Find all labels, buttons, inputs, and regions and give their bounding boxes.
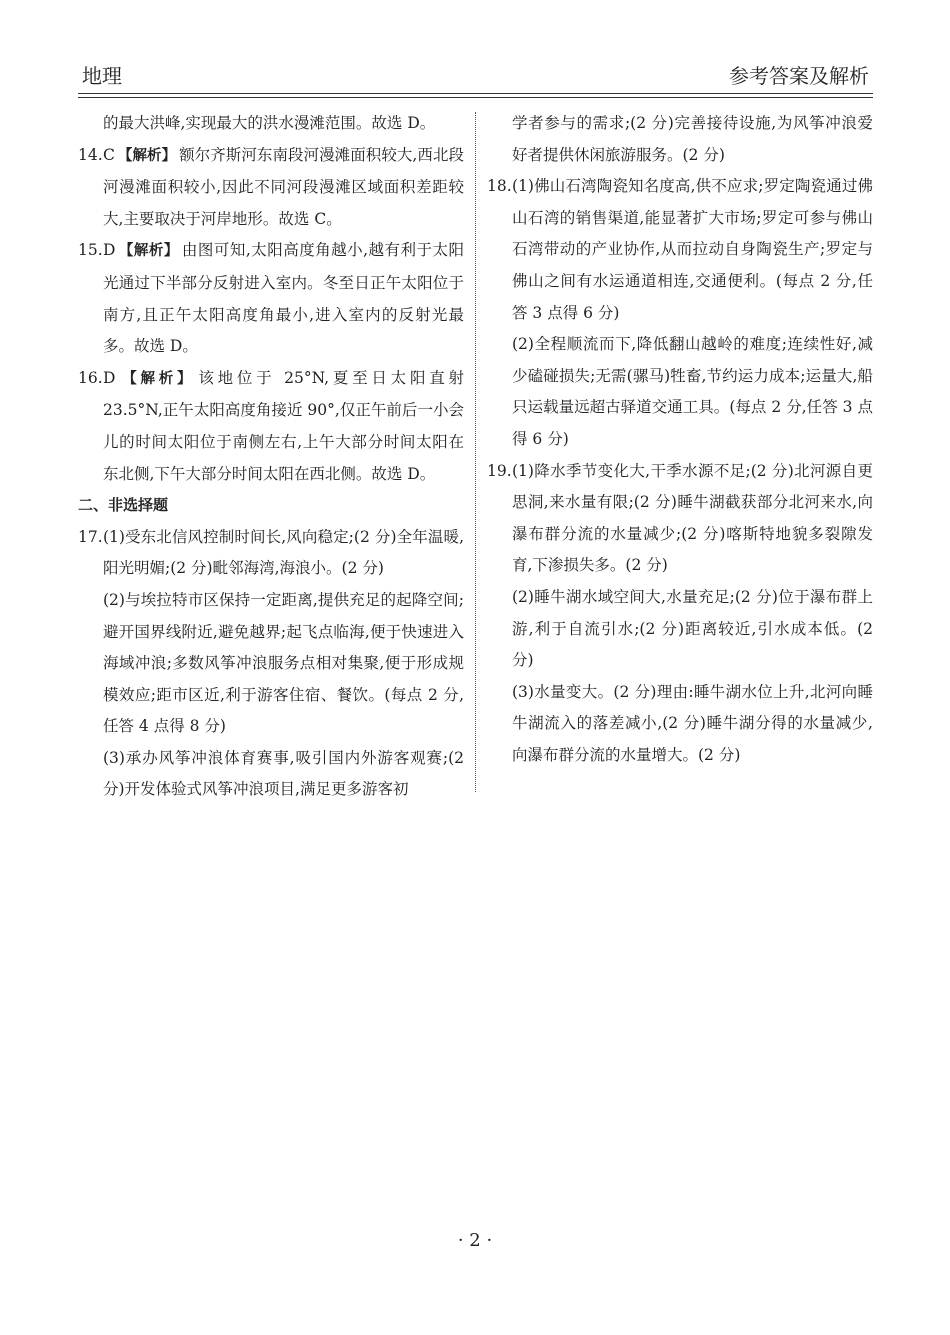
answer-part-2: (2)与埃拉特市区保持一定距离,提供充足的起降空间;避开国界线附近,避免越界;起飞点临海,便于快速进入海域冲浪;多数风筝冲浪服务点相对集聚,便于形成规模效应;距市区近,利于游客住宿、餐饮。(每点 2 分,任答 4 点得 8 分): [103, 590, 464, 736]
question-body: [103, 363, 464, 490]
question-number: 17.: [78, 527, 103, 546]
section-title: 二、非选择题: [78, 496, 169, 515]
answer-letter: D: [103, 241, 116, 260]
question-15: [78, 235, 464, 362]
answer-letter: C: [103, 145, 115, 164]
analysis-text: 该地位于 25°N,夏至日太阳直射 23.5°N,正午太阳高度角接近 90°,仅正午前后一小会儿的时间太阳位于南侧左右,上午大部分时间太阳在东北侧,下午大部分时间太阳在西北侧。故选 D。: [103, 368, 464, 483]
question-19: [487, 456, 873, 582]
analysis-tag: 【解析】: [118, 370, 196, 387]
analysis-tag: 【解析】: [118, 243, 179, 260]
answer-part-1: (1)受东北信风控制时间长,风向稳定;(2 分)全年温暖,阳光明媚;(2 分)毗邻海湾,海浪小。(2 分): [103, 527, 464, 578]
question-number: 16.: [78, 368, 103, 387]
question-body: [103, 235, 464, 362]
header-rule-thin: [78, 97, 873, 98]
question-number: 19.: [487, 461, 512, 480]
question-number: 14.: [78, 145, 103, 164]
answer-part-1: (1)降水季节变化大,干季水源不足;(2 分)北河源自更思洞,来水量有限;(2 分)睡牛湖截获部分北河来水,向瀑布群分流的水量减少;(2 分)喀斯特地貌多裂隙发育,下渗损失多。(2 分): [512, 461, 873, 575]
analysis-tag: 【解析】: [117, 147, 177, 164]
question-14: [78, 140, 464, 236]
continuation-text: 学者参与的需求;(2 分)完善接待设施,为风筝冲浪爱好者提供休闲旅游服务。(2 分): [512, 114, 873, 164]
column-divider: [475, 112, 476, 792]
right-column: [487, 108, 873, 771]
question-16: [78, 363, 464, 490]
page-number: · 2 ·: [457, 1230, 493, 1251]
answer-part-1: (1)佛山石湾陶瓷知名度高,供不应求;罗定陶瓷通过佛山石湾的销售渠道,能显著扩大市场;罗定可参与佛山石湾带动的产业协作,从而拉动自身陶瓷生产;罗定与佛山之间有水运通道相连,交通便利。(每点 2 分,任答 3 点得 6 分): [512, 177, 873, 322]
answer-part-2: (2)睡牛湖水域空间大,水量充足;(2 分)位于瀑布群上游,利于自流引水;(2 分)距离较近,引水成本低。(2 分): [512, 587, 873, 670]
header-rule: [78, 93, 873, 94]
question-number: 18.: [487, 177, 512, 196]
answer-part-3: (3)水量变大。(2 分)理由:睡牛湖水位上升,北河向睡牛湖流入的落差减小,(2 分)睡牛湖分得的水量减少,向瀑布群分流的水量增大。(2 分): [512, 682, 873, 764]
page-header: [78, 58, 873, 94]
analysis-text: 由图可知,太阳高度角越小,越有利于太阳光通过下半部分反射进入室内。冬至日正午太阳位于南方,且正午太阳高度角最小,进入室内的反射光最多。故选 D。: [103, 241, 464, 356]
answer-part-2: (2)全程顺流而下,降低翻山越岭的难度;连续性好,减少磕碰损失;无需(骡马)牲畜,节约运力成本;运量大,船只运载量远超古驿道交通工具。(每点 2 分,任答 3 点得 6 分): [512, 335, 873, 448]
question-18: [487, 171, 873, 329]
left-column: [78, 108, 464, 806]
answer-letter: D: [103, 368, 116, 387]
analysis-text: 额尔齐斯河东南段河漫滩面积较大,西北段河漫滩面积较小,因此不同河段漫滩区域面积差距较大,主要取决于河岸地形。故选 C。: [103, 145, 464, 228]
document-title: 参考答案及解析: [729, 64, 869, 88]
answer-part-3: (3)承办风筝冲浪体育赛事,吸引国内外游客观赛;(2 分)开发体验式风筝冲浪项目,满足更多游客初: [103, 748, 464, 799]
question-17: [78, 522, 464, 585]
question-number: 15.: [78, 241, 103, 260]
continuation-text: 的最大洪峰,实现最大的洪水漫滩范围。故选 D。: [103, 114, 436, 132]
question-body: [103, 140, 464, 236]
subject-label: 地理: [82, 64, 122, 88]
